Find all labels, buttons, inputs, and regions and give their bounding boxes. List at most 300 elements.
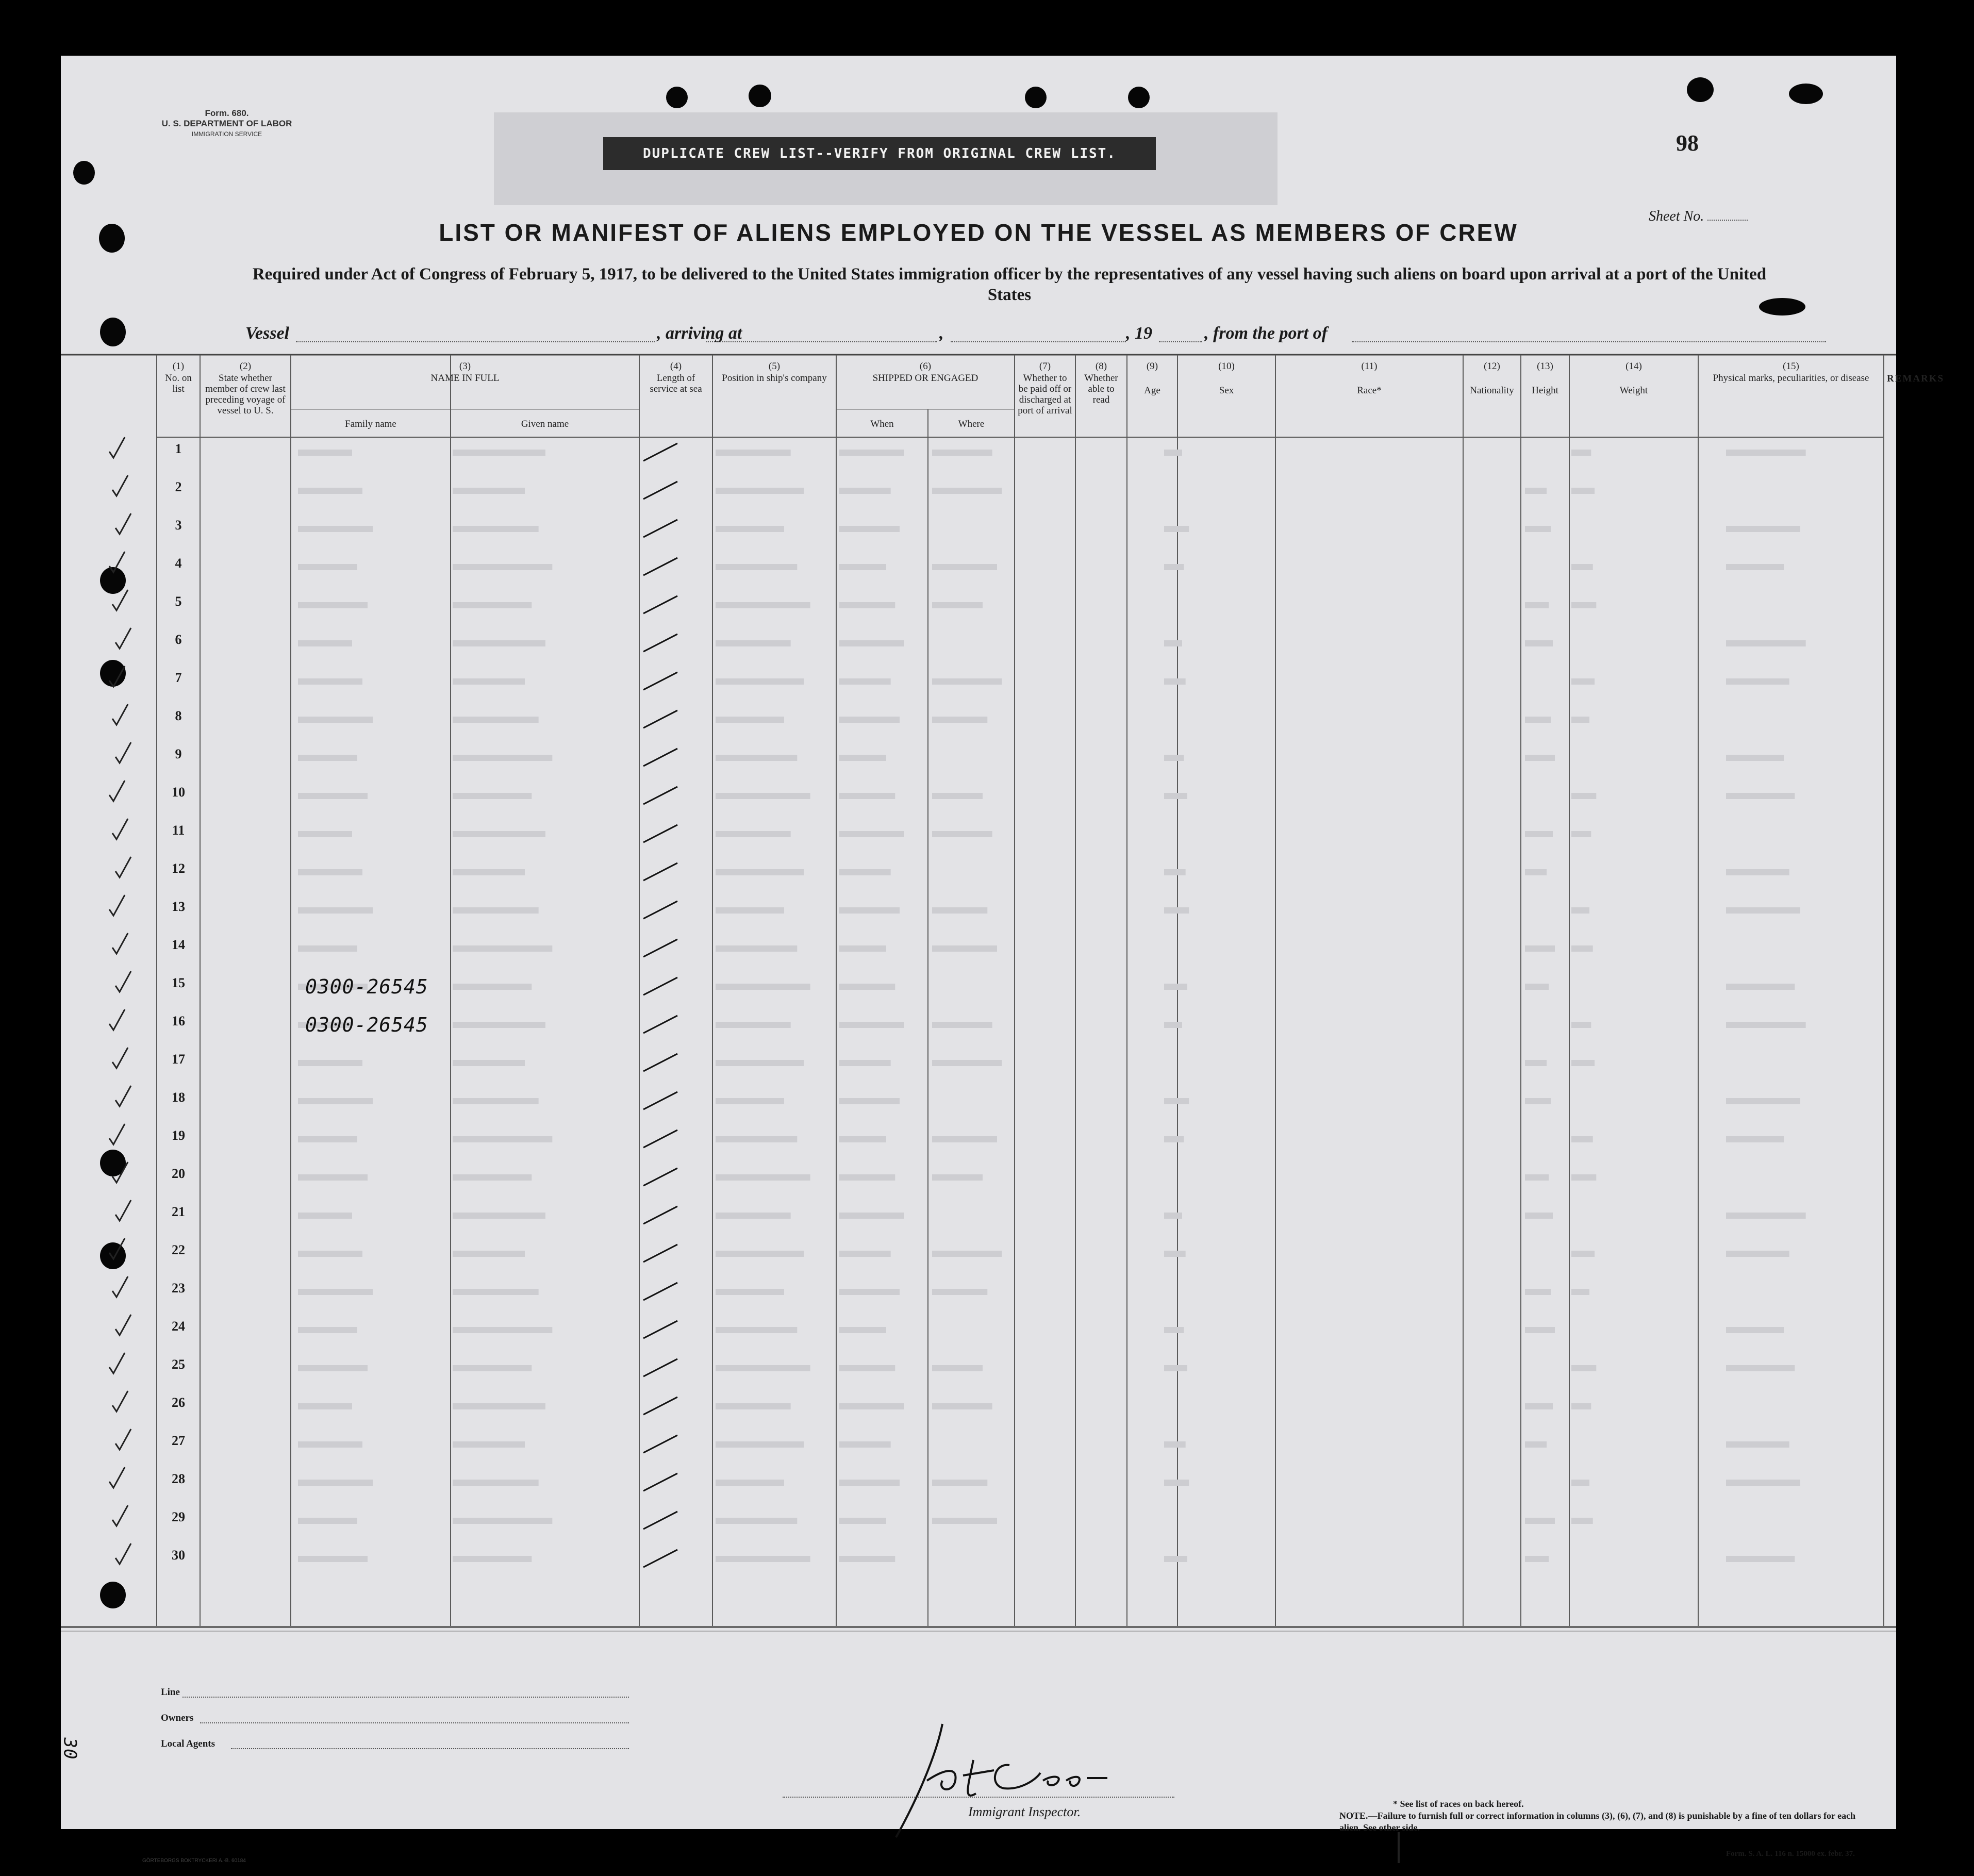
faint-entry — [932, 717, 987, 723]
faint-entry — [1525, 1213, 1553, 1219]
faint-entry — [1525, 1403, 1553, 1409]
line-label: Line — [161, 1687, 180, 1698]
service-slash — [643, 1130, 677, 1148]
faint-entry — [453, 1556, 532, 1562]
faint-entry — [839, 945, 886, 952]
faint-entry — [716, 1251, 804, 1257]
faint-entry — [453, 678, 525, 685]
faint-entry — [453, 1365, 532, 1371]
duplicate-stamp: DUPLICATE CREW LIST--VERIFY FROM ORIGINAL CREW LIST. — [603, 137, 1156, 170]
faint-entry — [932, 1174, 983, 1181]
faint-entry — [1726, 1251, 1789, 1257]
column-header — [1177, 361, 1275, 396]
faint-entry — [1726, 1365, 1795, 1371]
column-label: Position in ship's company — [722, 373, 827, 384]
faint-entry — [1525, 1518, 1555, 1524]
faint-entry — [839, 1098, 900, 1104]
faint-entry — [839, 984, 895, 990]
owners-label: Owners — [161, 1713, 194, 1723]
faint-entry — [298, 717, 373, 723]
faint-entry — [1525, 717, 1551, 723]
faint-entry — [716, 564, 797, 570]
service-slash — [643, 1092, 677, 1109]
faint-entry — [839, 1327, 886, 1333]
faint-entry — [453, 1480, 539, 1486]
faint-entry — [1571, 945, 1593, 952]
column-number: (12) — [1484, 361, 1500, 372]
faint-entry — [716, 1174, 810, 1181]
faint-entry — [453, 907, 539, 914]
faint-entry — [298, 488, 362, 494]
row-number: 29 — [172, 1509, 185, 1524]
column-number: (13) — [1537, 361, 1553, 372]
manifest-sheet — [59, 56, 1945, 1864]
faint-entry — [298, 564, 357, 570]
service-slash — [643, 482, 677, 499]
service-slash — [643, 1321, 677, 1338]
faint-entry — [1164, 869, 1186, 875]
faint-entry — [1525, 1556, 1549, 1562]
row-number: 6 — [175, 632, 182, 647]
row-number: 23 — [172, 1281, 185, 1296]
faint-entry — [1525, 1289, 1551, 1295]
column-header — [1015, 361, 1075, 416]
race-note: * See list of races on back hereof. — [1393, 1799, 1524, 1809]
column-header — [200, 361, 291, 416]
faint-entry — [839, 1441, 891, 1448]
service-slash — [643, 901, 677, 919]
faint-entry — [298, 907, 373, 914]
faint-entry — [453, 1060, 525, 1066]
check-mark — [109, 781, 125, 801]
service-slash — [643, 863, 677, 881]
check-mark — [109, 1124, 125, 1144]
faint-entry — [1164, 1556, 1187, 1562]
page-title: LIST OR MANIFEST OF ALIENS EMPLOYED ON THE VESSEL AS MEMBERS OF CREW — [439, 219, 1518, 246]
check-mark — [112, 1048, 128, 1068]
service-slash — [643, 710, 677, 728]
faint-entry — [298, 640, 352, 646]
faint-entry — [839, 640, 904, 646]
faint-entry — [298, 1403, 352, 1409]
faint-entry — [453, 1518, 552, 1524]
service-slash — [643, 1473, 677, 1491]
faint-entry — [839, 831, 904, 837]
service-slash — [643, 787, 677, 804]
check-mark — [109, 1238, 125, 1259]
faint-entry — [1525, 602, 1549, 608]
column-number: (14) — [1625, 361, 1642, 372]
faint-entry — [839, 1251, 891, 1257]
faint-entry — [1726, 526, 1800, 532]
faint-entry — [1164, 1365, 1187, 1371]
faint-entry — [1525, 640, 1553, 646]
faint-entry — [839, 1213, 904, 1219]
faint-entry — [1571, 1480, 1589, 1486]
faint-entry — [932, 564, 997, 570]
row-number: 15 — [172, 975, 185, 990]
arriving-label: , arriving at — [657, 324, 742, 343]
faint-entry — [1571, 602, 1596, 608]
service-slash — [643, 1054, 677, 1071]
check-mark — [112, 704, 128, 725]
service-slash — [643, 1283, 677, 1300]
faint-entry — [716, 755, 797, 761]
faint-entry — [1571, 717, 1589, 723]
faint-entry — [1726, 1213, 1806, 1219]
faint-entry — [298, 945, 357, 952]
row-number: 27 — [172, 1433, 185, 1448]
service-slash — [643, 1359, 677, 1376]
faint-entry — [932, 1403, 992, 1409]
faint-entry — [839, 1289, 900, 1295]
handwritten-number: 0300-26545 — [305, 1014, 428, 1036]
faint-entry — [839, 1060, 891, 1066]
faint-entry — [716, 1289, 784, 1295]
faint-entry — [1164, 907, 1189, 914]
faint-entry — [932, 793, 983, 799]
faint-entry — [1571, 1289, 1589, 1295]
faint-entry — [298, 1098, 373, 1104]
faint-entry — [716, 984, 810, 990]
column-header — [1275, 361, 1463, 396]
faint-entry — [1726, 793, 1795, 799]
check-mark — [115, 1315, 131, 1335]
faint-entry — [453, 1327, 552, 1333]
column-number: (6) — [919, 361, 932, 372]
column-header — [1463, 361, 1521, 396]
faint-entry — [1726, 678, 1789, 685]
faint-entry — [298, 526, 373, 532]
faint-entry — [453, 831, 545, 837]
service: IMMIGRATION SERVICE — [191, 130, 262, 138]
local-agents-label: Local Agents — [161, 1738, 215, 1749]
faint-entry — [839, 793, 895, 799]
family-name-header: Family name — [345, 419, 396, 429]
faint-entry — [1571, 1022, 1591, 1028]
vessel-label: Vessel — [245, 324, 289, 343]
faint-entry — [1164, 793, 1187, 799]
faint-entry — [298, 1289, 373, 1295]
faint-entry — [716, 1060, 804, 1066]
faint-entry — [298, 1518, 357, 1524]
faint-entry — [839, 678, 891, 685]
check-mark — [112, 475, 128, 496]
column-label: State whether member of crew last preceding voyage of vessel to U. S. — [205, 373, 286, 416]
service-slash — [643, 1512, 677, 1529]
check-mark — [109, 895, 125, 916]
line-field[interactable] — [183, 1696, 629, 1698]
faint-entry — [839, 1518, 886, 1524]
faint-entry — [1164, 564, 1184, 570]
faint-entry — [453, 488, 525, 494]
faint-entry — [1164, 640, 1182, 646]
row-number: 21 — [172, 1204, 185, 1219]
service-slash — [643, 672, 677, 690]
faint-entry — [1164, 1098, 1189, 1104]
form-number: Form. 680. — [205, 108, 249, 118]
faint-entry — [453, 945, 552, 952]
service-slash — [643, 558, 677, 575]
row-number: 24 — [172, 1319, 185, 1334]
faint-entry — [298, 1174, 368, 1181]
column-label: Race* — [1357, 385, 1382, 396]
faint-entry — [839, 1556, 895, 1562]
faint-entry — [839, 450, 904, 456]
row-number: 13 — [172, 899, 185, 914]
faint-entry — [839, 1480, 900, 1486]
faint-entry — [1571, 678, 1595, 685]
row-number: 9 — [175, 746, 182, 761]
column-number: (1) — [172, 361, 185, 372]
check-mark — [112, 933, 128, 954]
check-mark — [115, 513, 131, 534]
faint-entry — [298, 869, 362, 875]
column-number: (8) — [1095, 361, 1107, 372]
faint-entry — [1726, 869, 1789, 875]
faint-entry — [298, 1251, 362, 1257]
faint-entry — [298, 793, 368, 799]
faint-entry — [453, 602, 532, 608]
faint-entry — [932, 450, 992, 456]
column-header — [157, 361, 200, 394]
faint-entry — [453, 640, 545, 646]
faint-entry — [839, 1403, 904, 1409]
check-mark — [115, 628, 131, 649]
column-number: (11) — [1361, 361, 1378, 372]
faint-entry — [932, 1480, 987, 1486]
faint-entry — [453, 1098, 539, 1104]
check-mark — [115, 1200, 131, 1221]
faint-entry — [1164, 755, 1184, 761]
faint-entry — [932, 1251, 1002, 1257]
column-header — [1569, 361, 1698, 396]
footnotes — [1339, 1798, 1876, 1834]
faint-entry — [1726, 1556, 1795, 1562]
faint-entry — [932, 831, 992, 837]
service-slash — [643, 520, 677, 537]
row-number: 19 — [172, 1128, 185, 1143]
faint-entry — [932, 907, 987, 914]
faint-entry — [716, 831, 791, 837]
row-number: 17 — [172, 1052, 185, 1067]
faint-entry — [1164, 1213, 1182, 1219]
row-number: 20 — [172, 1166, 185, 1181]
faint-entry — [716, 602, 810, 608]
faint-entry — [716, 1556, 810, 1562]
service-slash — [643, 1435, 677, 1453]
service-slash — [643, 1168, 677, 1186]
service-slash — [643, 596, 677, 613]
column-label: Age — [1144, 385, 1160, 396]
faint-entry — [1164, 1022, 1182, 1028]
service-slash — [643, 977, 677, 995]
row-number: 10 — [172, 785, 185, 800]
faint-entry — [932, 1136, 997, 1142]
department: U. S. DEPARTMENT OF LABOR — [161, 119, 292, 128]
faint-entry — [1525, 984, 1549, 990]
faint-entry — [453, 1251, 525, 1257]
faint-entry — [932, 678, 1002, 685]
check-mark — [112, 1162, 128, 1183]
faint-entry — [1525, 945, 1555, 952]
column-label: Whether to be paid off or discharged at port of arrival — [1018, 373, 1072, 416]
check-mark — [112, 590, 128, 610]
faint-entry — [298, 1365, 368, 1371]
page-number: 98 — [1676, 130, 1699, 156]
faint-entry — [1571, 1365, 1596, 1371]
faint-entry — [1726, 640, 1806, 646]
faint-entry — [716, 1327, 797, 1333]
column-label: No. on list — [165, 373, 192, 394]
column-label: Nationality — [1470, 385, 1514, 396]
faint-entry — [1726, 1098, 1800, 1104]
inspector-label: Immigrant Inspector. — [968, 1804, 1081, 1819]
faint-entry — [453, 869, 525, 875]
faint-entry — [1571, 1518, 1593, 1524]
faint-entry — [839, 1136, 886, 1142]
faint-entry — [298, 602, 368, 608]
faint-entry — [453, 1136, 552, 1142]
faint-entry — [1571, 1174, 1596, 1181]
faint-entry — [1571, 1251, 1595, 1257]
row-number: 12 — [172, 861, 185, 876]
faint-entry — [1571, 1136, 1593, 1142]
faint-entry — [932, 488, 1002, 494]
faint-entry — [839, 602, 895, 608]
comma: , — [939, 324, 944, 343]
faint-entry — [1525, 869, 1547, 875]
faint-entry — [716, 640, 791, 646]
column-number: (10) — [1218, 361, 1235, 372]
column-number: (9) — [1146, 361, 1158, 372]
check-mark — [115, 971, 131, 992]
faint-entry — [932, 1022, 992, 1028]
faint-entry — [1525, 1098, 1551, 1104]
faint-entry — [716, 1098, 784, 1104]
check-mark — [109, 666, 125, 687]
faint-entry — [1726, 1327, 1784, 1333]
faint-entry — [1164, 1136, 1184, 1142]
column-header — [1884, 361, 1947, 384]
sheet-no-text: Sheet No. — [1649, 208, 1704, 224]
faint-entry — [1164, 526, 1189, 532]
column-label: SHIPPED OR ENGAGED — [872, 373, 978, 384]
faint-entry — [839, 1022, 904, 1028]
faint-entry — [1164, 984, 1187, 990]
when-header: When — [870, 419, 894, 429]
faint-entry — [453, 793, 532, 799]
faint-entry — [453, 1213, 545, 1219]
row-number: 26 — [172, 1395, 185, 1410]
faint-entry — [298, 1556, 368, 1562]
check-mark — [115, 857, 131, 877]
check-mark — [109, 552, 125, 572]
check-mark — [112, 1505, 128, 1526]
column-header — [712, 361, 836, 384]
check-mark — [115, 1543, 131, 1564]
faint-entry — [298, 1060, 362, 1066]
faint-entry — [453, 526, 539, 532]
faint-entry — [839, 755, 886, 761]
check-mark — [109, 1467, 125, 1488]
faint-entry — [1525, 1327, 1555, 1333]
faint-entry — [1164, 1441, 1186, 1448]
faint-entry — [839, 717, 900, 723]
faint-entry — [716, 1441, 804, 1448]
faint-entry — [453, 984, 532, 990]
column-label: Weight — [1619, 385, 1648, 396]
column-label: NAME IN FULL — [430, 373, 500, 384]
faint-entry — [716, 1022, 791, 1028]
faint-entry — [839, 526, 900, 532]
requirement-text: Required under Act of Congress of February 5, 1917, to be delivered to the United States immigration officer by the representatives of any vessel having such aliens on board upon arrival at a port of the United States — [252, 265, 1767, 304]
faint-entry — [932, 1518, 997, 1524]
row-number: 1 — [175, 441, 182, 456]
row-number: 11 — [172, 823, 185, 838]
row-number: 2 — [175, 479, 182, 494]
column-number: (15) — [1783, 361, 1799, 372]
faint-entry — [716, 1518, 797, 1524]
faint-entry — [716, 1480, 784, 1486]
faint-entry — [716, 793, 810, 799]
bottom-tick — [1391, 1832, 1406, 1868]
row-number: 3 — [175, 518, 182, 533]
column-label: Height — [1532, 385, 1558, 396]
owners-field[interactable] — [200, 1722, 629, 1723]
local-agents-field[interactable] — [231, 1748, 629, 1749]
faint-entry — [1726, 564, 1784, 570]
faint-entry — [1571, 564, 1593, 570]
check-mark — [109, 1009, 125, 1030]
faint-entry — [1726, 450, 1806, 456]
faint-entry — [1571, 793, 1596, 799]
faint-entry — [453, 1289, 539, 1295]
inspector-signature — [865, 1703, 1154, 1848]
faint-entry — [1726, 1136, 1784, 1142]
faint-entry — [1571, 907, 1589, 914]
faint-entry — [453, 564, 552, 570]
manifest-table — [61, 56, 1896, 1829]
service-slash — [643, 443, 677, 461]
faint-entry — [932, 945, 997, 952]
faint-entry — [839, 907, 900, 914]
faint-entry — [1525, 1174, 1549, 1181]
faint-entry — [932, 602, 983, 608]
faint-entry — [1726, 1441, 1789, 1448]
penalty-note: NOTE.—Failure to furnish full or correct information in columns (3), (6), (7), and (8) is punishable by a fine of ten dollars for each alien. See other side. — [1339, 1811, 1856, 1833]
faint-entry — [932, 1289, 987, 1295]
margin-note: 30 — [59, 1737, 80, 1760]
row-number: 28 — [172, 1471, 185, 1486]
column-label: REMARKS — [1887, 373, 1945, 384]
row-number: 30 — [172, 1548, 185, 1563]
faint-entry — [716, 450, 791, 456]
faint-entry — [298, 1327, 357, 1333]
faint-entry — [1164, 678, 1186, 685]
row-number: 7 — [175, 670, 182, 685]
faint-entry — [298, 755, 357, 761]
handwritten-number: 0300-26545 — [305, 975, 428, 998]
faint-entry — [453, 1403, 545, 1409]
faint-entry — [932, 1060, 1002, 1066]
column-number: (4) — [670, 361, 682, 372]
service-slash — [643, 1550, 677, 1567]
given-name-header: Given name — [521, 419, 569, 429]
column-label: Length of service at sea — [650, 373, 702, 394]
column-header — [1075, 361, 1127, 405]
check-mark — [112, 819, 128, 839]
